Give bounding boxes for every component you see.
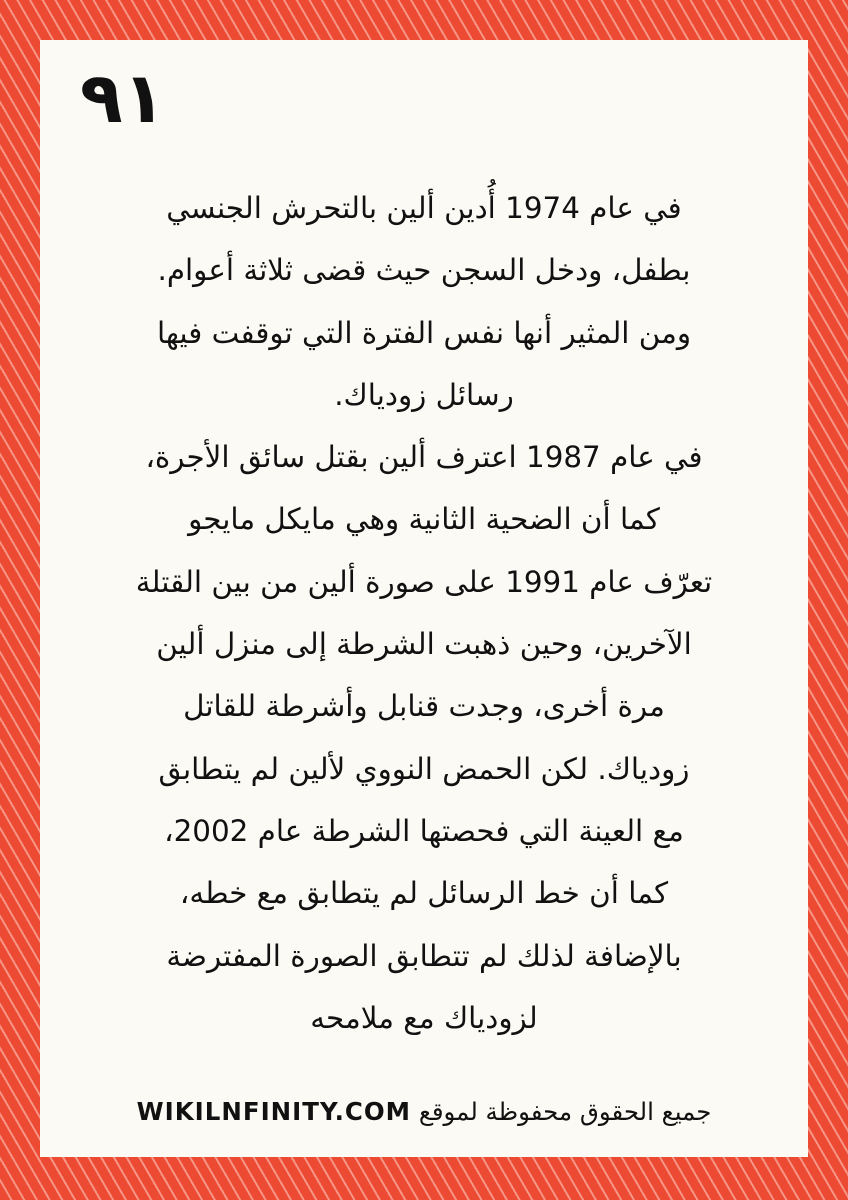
body-line: مرة أخرى، وجدت قنابل وأشرطة للقاتل	[183, 689, 665, 724]
rights-text: جميع الحقوق محفوظة لموقع	[418, 1097, 712, 1126]
body-line: الآخرين، وحين ذهبت الشرطة إلى منزل ألين	[156, 627, 692, 662]
body-line: زودياك. لكن الحمض النووي لألين لم يتطابق	[158, 751, 690, 786]
body-line: رسائل زودياك.	[334, 377, 514, 412]
body-line: ومن المثير أنها نفس الفترة التي توقفت فيها	[156, 315, 692, 350]
site-name: WIKILNFINITY.COM	[136, 1097, 412, 1126]
body-line: مع العينة التي فحصتها الشرطة عام 2002،	[164, 813, 684, 848]
body-line: في عام 1987 اعترف ألين بقتل سائق الأجرة،	[145, 440, 703, 475]
body-line: في عام 1974 أُدين ألين بالتحرش الجنسي	[166, 191, 682, 225]
content-card	[40, 40, 808, 1157]
body-line: بطفل، ودخل السجن حيث قضى ثلاثة أعوام.	[157, 253, 691, 288]
body-line: تعرّف عام 1991 على صورة ألين من بين القتلة	[135, 564, 713, 599]
body-line: لزودياك مع ملامحه	[310, 1000, 538, 1035]
body-line: كما أن الضحية الثانية وهي مايكل مايجو	[188, 502, 660, 537]
article-body	[40, 177, 808, 1049]
body-line: بالإضافة لذلك لم تتطابق الصورة المفترضة	[166, 938, 682, 973]
copyright-footer	[40, 1092, 808, 1132]
body-line: كما أن خط الرسائل لم يتطابق مع خطه،	[179, 876, 669, 911]
page-number: ٩١	[80, 57, 166, 139]
